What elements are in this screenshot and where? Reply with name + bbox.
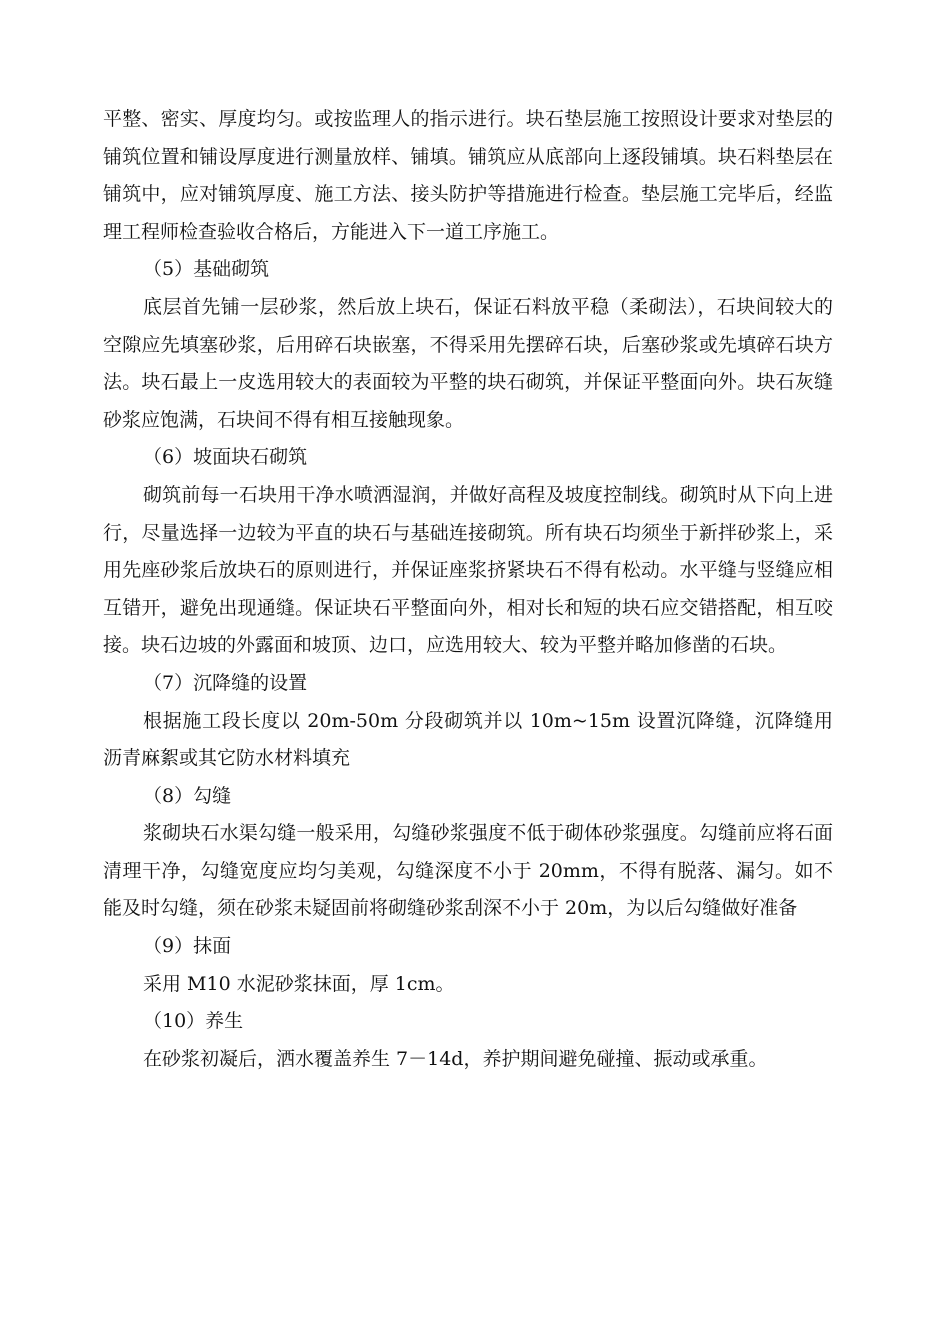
- paragraph-slope-masonry: 砌筑前每一石块用干净水喷洒湿润，并做好高程及坡度控制线。砌筑时从下向上进行，尽量选择一边较为平直的块石与基础连接砌筑。所有块石均须坐于新拌砂浆上，采用先座砂浆后放块石的原则进行，并保证座浆挤紧块石不得有松动。水平缝与竖缝应相互错开，避免出现通缝。保证块石平整面向外，相对长和短的块石应交错搭配，相互咬接。块石边坡的外露面和坡顶、边口，应选用较大、较为平整并略加修凿的石块。: [103, 483, 833, 657]
- paragraph-curing: 在砂浆初凝后，洒水覆盖养生 7－14d，养护期间避免碰撞、振动或承重。: [143, 1047, 768, 1070]
- heading-plastering: （9）抹面: [143, 935, 232, 958]
- paragraph-foundation-masonry: 底层首先铺一层砂浆，然后放上块石，保证石料放平稳（柔砌法），石块间较大的空隙应先填塞砂浆，后用碎石块嵌塞，不得采用先摆碎石块，后塞砂浆或先填碎石块方法。块石最上一皮选用较大的表面较为平整的块石砌筑，并保证平整面向外。块石灰缝砂浆应饱满，石块间不得有相互接触现象。: [103, 295, 833, 431]
- heading-curing: （10）养生: [143, 1010, 244, 1033]
- heading-slope-masonry: （6）坡面块石砌筑: [143, 446, 308, 469]
- paragraph-settlement-joint: 根据施工段长度以 20m-50m 分段砌筑并以 10m~15m 设置沉降缝，沉降缝用沥青麻絮或其它防水材料填充: [103, 709, 833, 770]
- paragraph-cushion-continued: 平整、密实、厚度均匀。或按监理人的指示进行。块石垫层施工按照设计要求对垫层的铺筑位置和铺设厚度进行测量放样、铺填。铺筑应从底部向上逐段铺填。块石料垫层在铺筑中，应对铺筑厚度、施工方法、接头防护等措施进行检查。垫层施工完毕后，经监理工程师检查验收合格后，方能进入下一道工序施工。: [103, 108, 833, 243]
- heading-foundation-masonry: （5）基础砌筑: [143, 258, 270, 281]
- paragraph-plastering: 采用 M10 水泥砂浆抹面，厚 1cm。: [143, 972, 455, 995]
- document-body: [103, 101, 833, 1078]
- heading-settlement-joint: （7）沉降缝的设置: [143, 671, 308, 694]
- heading-pointing: （8）勾缝: [143, 784, 232, 807]
- paragraph-pointing: 浆砌块石水渠勾缝一般采用，勾缝砂浆强度不低于砌体砂浆强度。勾缝前应将石面清理干净，勾缝宽度应均匀美观，勾缝深度不小于 20mm，不得有脱落、漏匀。如不能及时勾缝，须在砂浆未疑固前将砌缝砂浆刮深不小于 20m，为以后勾缝做好准备: [103, 822, 833, 920]
